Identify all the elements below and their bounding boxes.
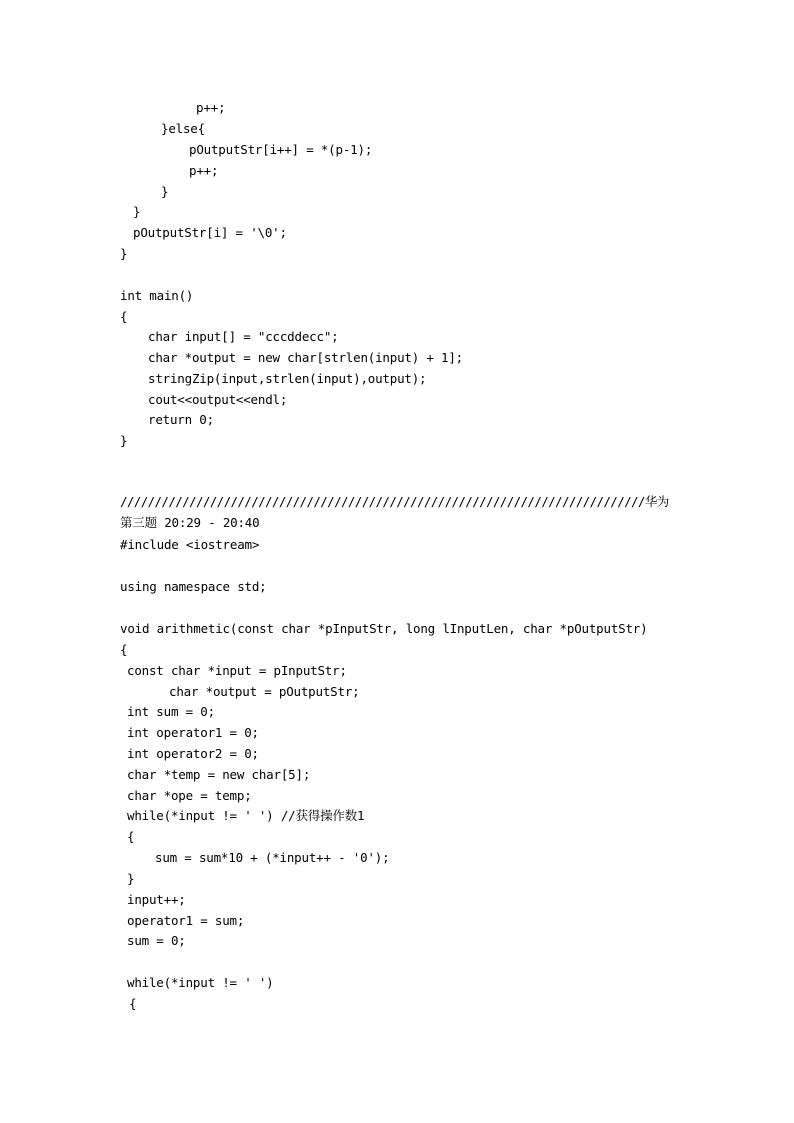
code-line: pOutputStr[i] = '\0'; (133, 225, 287, 240)
code-line: char *output = pOutputStr; (169, 684, 360, 699)
code-line: while(*input != ' ') (127, 975, 274, 990)
code-line: void arithmetic(const char *pInputStr, long lInputLen, char *pOutputStr) (120, 621, 648, 636)
code-line: #include <iostream> (120, 537, 260, 552)
code-line: { (120, 309, 128, 324)
code-line: const char *input = pInputStr; (127, 663, 347, 678)
code-line: } (133, 204, 141, 219)
code-line: p++; (196, 100, 226, 115)
code-line: operator1 = sum; (127, 913, 245, 928)
code-line: using namespace std; (120, 579, 267, 594)
code-line: { (129, 996, 137, 1011)
code-line: int operator1 = 0; (127, 725, 259, 740)
code-line: input++; (127, 892, 186, 907)
code-line: sum = sum*10 + (*input++ - '0'); (155, 850, 390, 865)
code-line: sum = 0; (127, 933, 186, 948)
code-line: int main() (120, 288, 194, 303)
code-line: char input[] = "cccddecc"; (148, 329, 339, 344)
code-line: } (120, 433, 128, 448)
section-divider: ////////////////////////////////////////////////////////////////////////////华为 (120, 494, 669, 509)
code-line: char *temp = new char[5]; (127, 767, 311, 782)
section-title: 第三题 20:29 - 20:40 (120, 515, 260, 530)
code-line: { (120, 642, 128, 657)
code-line: int sum = 0; (127, 704, 215, 719)
code-line: } (161, 184, 169, 199)
code-line: char *ope = temp; (127, 788, 252, 803)
code-line: stringZip(input,strlen(input),output); (148, 371, 427, 386)
code-line: }else{ (161, 121, 205, 136)
code-line: return 0; (148, 412, 214, 427)
code-line: } (127, 871, 135, 886)
code-line: while(*input != ' ') //获得操作数1 (127, 808, 365, 823)
code-line: { (127, 829, 135, 844)
code-line: cout<<output<<endl; (148, 392, 288, 407)
code-line: char *output = new char[strlen(input) + 1]; (148, 350, 464, 365)
code-line: } (120, 246, 128, 261)
code-line: p++; (189, 163, 219, 178)
code-line: pOutputStr[i++] = *(p-1); (189, 142, 373, 157)
code-line: int operator2 = 0; (127, 746, 259, 761)
